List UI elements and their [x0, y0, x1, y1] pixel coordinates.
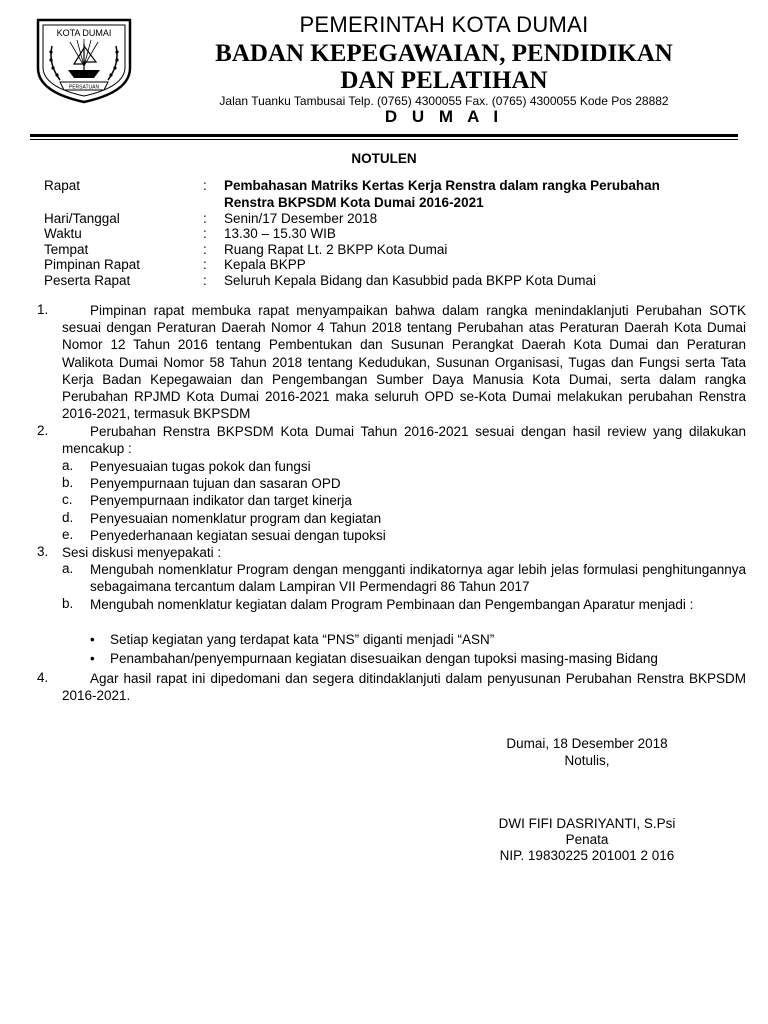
signature-role: Notulis,	[564, 753, 610, 768]
bullet-icon: •	[90, 632, 95, 647]
sub-item-letter: b.	[62, 475, 74, 490]
bullet-text: Setiap kegiatan yang terdapat kata “PNS” diganti menjadi “ASN”	[110, 632, 495, 647]
logo-text: KOTA DUMAI	[56, 28, 112, 38]
signature-rank: Penata	[565, 832, 609, 847]
sub-item-letter: e.	[62, 527, 74, 542]
meta-colon: :	[203, 178, 207, 193]
letterhead-address: Jalan Tuanku Tambusai Telp. (0765) 4300055 Fax. (0765) 4300055 Kode Pos 28882	[219, 94, 669, 108]
meta-colon: :	[203, 273, 207, 288]
sub-item-letter: b.	[62, 596, 74, 611]
letterhead-city: D U M A I	[384, 107, 504, 126]
letterhead-agency-line1: BADAN KEPEGAWAIAN, PENDIDIKAN	[215, 40, 673, 67]
meta-colon: :	[203, 257, 207, 272]
sub-item-letter: a.	[62, 561, 74, 576]
sub-item-text: Mengubah nomenklatur Program dengan mengganti indikatornya agar lebih jelas formulasi penghitungannya sebagaimana tercantum dalam Lampiran VII Permendagri 86 Tahun 2017	[90, 562, 746, 595]
sub-item-text: Penyesuaian tugas pokok dan fungsi	[90, 459, 311, 474]
item-number: 1.	[37, 302, 49, 317]
sub-item-letter: a.	[62, 458, 74, 473]
meta-value: Kepala BKPP	[224, 257, 306, 272]
signature-name: DWI FIFI DASRIYANTI, S.Psi	[498, 816, 676, 831]
meta-label: Waktu	[44, 226, 82, 241]
item-number: 2.	[37, 423, 49, 438]
bullet-icon: •	[90, 651, 95, 666]
logo-banner-text: PERSATUAN	[68, 84, 100, 91]
letterhead-agency-line2: DAN PELATIHAN	[340, 67, 548, 94]
sub-item-text: Penyederhanaan kegiatan sesuai dengan tupoksi	[90, 528, 386, 543]
meta-value: Ruang Rapat Lt. 2 BKPP Kota Dumai	[224, 242, 448, 257]
sub-item-text: Mengubah nomenklatur kegiatan dalam Program Pembinaan dan Pengembangan Aparatur menjadi :	[90, 597, 694, 612]
meta-label: Tempat	[44, 242, 89, 257]
sub-item-text: Penyempurnaan indikator dan target kinerja	[90, 493, 352, 508]
item-number: 3.	[37, 544, 49, 559]
letterhead-thin-rule	[30, 139, 738, 140]
document-title: NOTULEN	[351, 151, 417, 166]
meta-value: 13.30 – 15.30 WIB	[224, 226, 336, 241]
item-text: Pimpinan rapat membuka rapat menyampaikan bahwa dalam rangka menindaklanjuti Perubahan SOTK sesuai dengan Peraturan Daerah Nomor 4 Tahun 2018 tentang Perubahan atas Peraturan Daerah Kota Dumai Nomor 12 Tahun 2016 tentang Pembentukan dan Susunan Perangkat Daerah Kota Dumai dan Peraturan Walikota Dumai Nomor 58 Tahun 2018 tentang Kedudukan, Susunan Organisasi, Tugas dan Fungsi serta Tata Kerja Badan Kepegawaian dan Pengembangan Sumber Daya Manusia Kota Dumai, serta dalam rangka Perubahan RPJMD Kota Dumai 2016-2021 maka seluruh OPD se-Kota Dumai melakukan perubahan Renstra 2016-2021, termasuk BKPSDM	[62, 303, 746, 422]
meta-label: Peserta Rapat	[44, 273, 131, 288]
signature-place-date: Dumai, 18 Desember 2018	[506, 736, 668, 751]
meta-colon: :	[203, 242, 207, 257]
sub-item-letter: d.	[62, 510, 74, 525]
item-text: Sesi diskusi menyepakati :	[62, 545, 222, 560]
item-text: Perubahan Renstra BKPSDM Kota Dumai Tahun 2016-2021 sesuai dengan hasil review yang dilakukan mencakup :	[62, 424, 746, 457]
signature-nip: NIP. 19830225 201001 2 016	[499, 848, 675, 863]
meta-label: Hari/Tanggal	[44, 211, 120, 226]
meta-colon: :	[203, 226, 207, 241]
meta-label: Pimpinan Rapat	[44, 257, 141, 272]
bullet-text: Penambahan/penyempurnaan kegiatan disesuaikan dengan tupoksi masing-masing Bidang	[110, 651, 658, 666]
sub-item-letter: c.	[62, 492, 73, 507]
item-text: Agar hasil rapat ini dipedomani dan segera ditindaklanjuti dalam penyusunan Perubahan Renstra BKPSDM 2016-2021.	[62, 671, 746, 704]
meta-label: Rapat	[44, 178, 81, 193]
meta-value: Seluruh Kepala Bidang dan Kasubbid pada BKPP Kota Dumai	[224, 273, 597, 288]
meta-value-continued: Renstra BKPSDM Kota Dumai 2016-2021	[224, 195, 484, 210]
sub-item-text: Penyesuaian nomenklatur program dan kegiatan	[90, 511, 382, 526]
letterhead-thick-rule	[30, 134, 738, 137]
meta-value: Pembahasan Matriks Kertas Kerja Renstra dalam rangka Perubahan	[224, 178, 660, 193]
item-number: 4.	[37, 670, 49, 685]
letterhead-government: PEMERINTAH KOTA DUMAI	[299, 12, 589, 37]
kota-dumai-emblem-logo	[30, 16, 138, 104]
sub-item-text: Penyempurnaan tujuan dan sasaran OPD	[90, 476, 341, 491]
meta-colon: :	[203, 211, 207, 226]
meta-value: Senin/17 Desember 2018	[224, 211, 378, 226]
